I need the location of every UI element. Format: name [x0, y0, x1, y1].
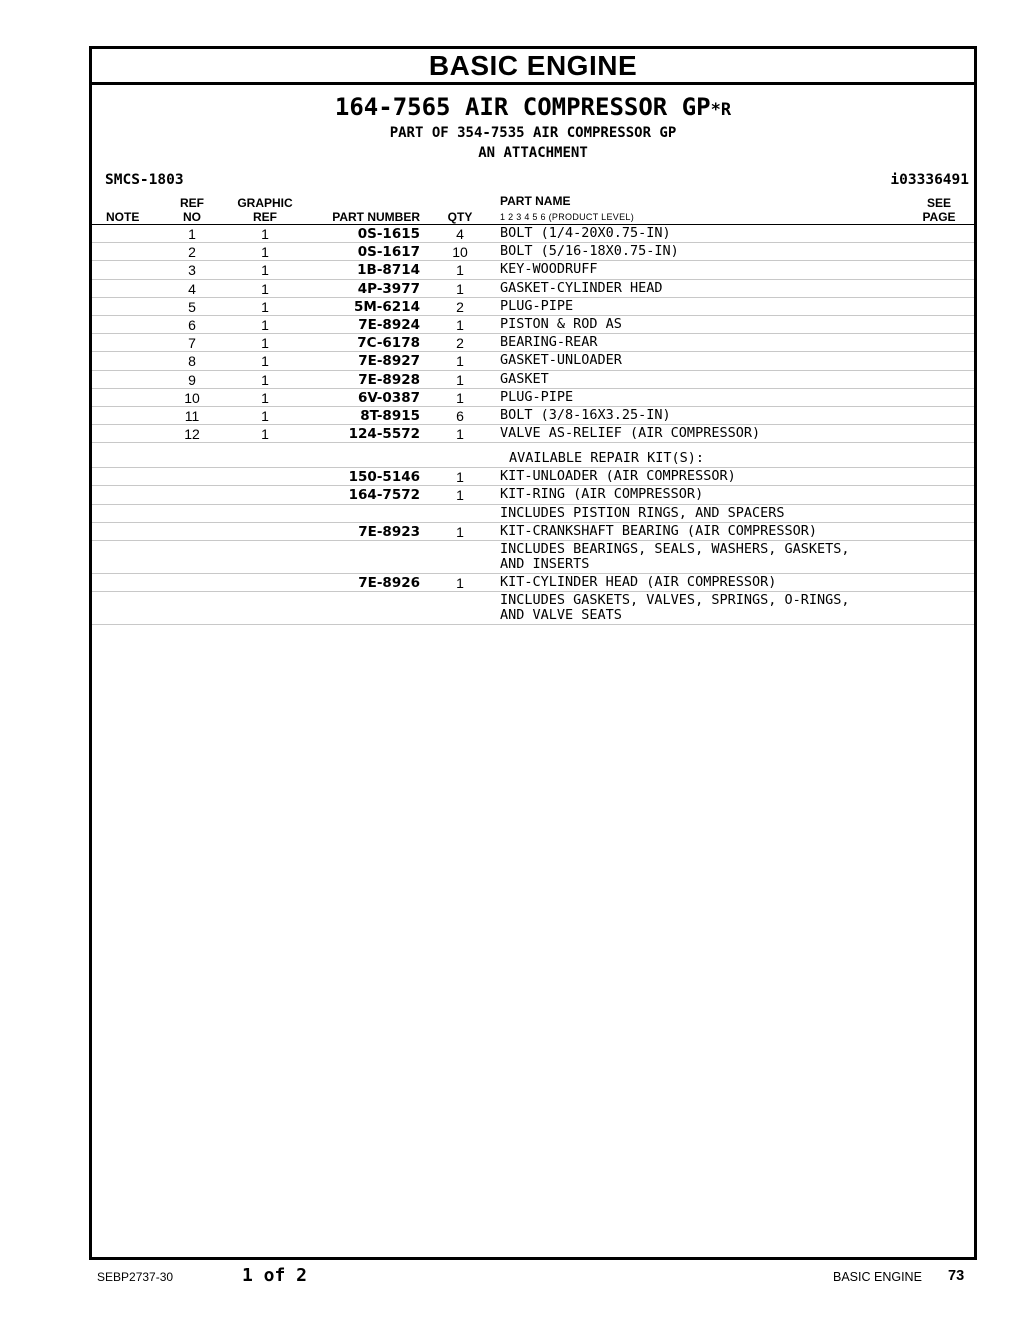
table-row — [92, 225, 974, 243]
graphic-ref: 1 — [261, 353, 269, 370]
ref-number: 11 — [184, 407, 200, 424]
quantity: 1 — [456, 487, 464, 504]
ref-number: 2 — [188, 244, 196, 261]
ref-number: 4 — [188, 280, 196, 297]
ref-number: 12 — [184, 426, 200, 443]
section-title: BASIC ENGINE — [92, 49, 974, 85]
quantity: 1 — [456, 575, 464, 591]
footer-page-number: 73 — [948, 1268, 965, 1284]
quantity: 1 — [456, 353, 464, 370]
graphic-ref: 1 — [261, 426, 269, 443]
quantity: 2 — [456, 298, 464, 315]
header-part-name: PART NAME — [500, 194, 571, 208]
footer-section: BASIC ENGINE — [833, 1270, 922, 1284]
part-number: 8T-8915 — [360, 407, 420, 424]
ref-number: 6 — [188, 316, 196, 333]
part-name: BOLT (5/16-18X0.75-IN) — [500, 243, 679, 260]
attachment-line: AN ATTACHMENT — [478, 145, 588, 161]
table-row — [92, 468, 974, 486]
header-see-bottom: PAGE — [922, 210, 956, 224]
part-number: 124-5572 — [348, 426, 420, 443]
part-name: INCLUDES BEARINGS, SEALS, WASHERS, GASKETS, AND INSERTS — [500, 541, 850, 572]
header-graphic-bottom: REF — [253, 210, 277, 224]
part-number: 7E-8926 — [358, 575, 420, 591]
quantity: 2 — [456, 335, 464, 352]
table-row — [92, 486, 974, 504]
smcs-row — [92, 170, 974, 192]
table-row — [92, 280, 974, 298]
part-number: 7E-8928 — [358, 371, 420, 388]
part-number: 4P-3977 — [357, 280, 420, 297]
group-number: 164-7565 — [334, 93, 451, 121]
table-row — [92, 505, 974, 523]
part-name: GASKET-CYLINDER HEAD — [500, 279, 663, 296]
graphic-ref: 1 — [261, 371, 269, 388]
ref-number: 7 — [188, 335, 196, 352]
footer-page-of: 1 of 2 — [242, 1265, 308, 1286]
smcs-code: SMCS-1803 — [105, 172, 184, 188]
footer-doc-number: SEBP2737-30 — [97, 1270, 174, 1284]
part-number: 150-5146 — [348, 469, 420, 486]
part-name: BOLT (1/4-20X0.75-IN) — [500, 225, 671, 241]
graphic-ref: 1 — [261, 389, 269, 406]
column-headers — [92, 192, 974, 225]
table-row — [92, 523, 974, 541]
part-number: 7E-8924 — [358, 316, 420, 333]
header-note: NOTE — [106, 210, 140, 224]
table-row — [92, 298, 974, 316]
ref-number: 5 — [188, 298, 196, 315]
table-row — [92, 407, 974, 425]
ref-number: 1 — [188, 226, 196, 242]
header-ref-bottom: NO — [183, 210, 201, 224]
quantity: 6 — [456, 407, 464, 424]
table-row — [92, 574, 974, 592]
ref-number: 10 — [184, 389, 200, 406]
part-name: KIT-UNLOADER (AIR COMPRESSOR) — [500, 468, 736, 485]
quantity: 10 — [452, 244, 468, 261]
table-row — [92, 243, 974, 261]
graphic-ref: 1 — [261, 335, 269, 352]
table-row — [92, 316, 974, 334]
part-name: KEY-WOODRUFF — [500, 261, 598, 278]
group-name: AIR COMPRESSOR GP — [464, 93, 711, 121]
table-row — [92, 334, 974, 352]
quantity: 1 — [456, 469, 464, 486]
header-part-number: PART NUMBER — [332, 210, 420, 224]
parts-list — [92, 225, 974, 625]
part-number: 7C-6178 — [357, 335, 420, 352]
part-number: 5M-6214 — [353, 298, 420, 315]
graphic-ref: 1 — [261, 226, 269, 242]
group-title — [92, 94, 974, 123]
table-row — [92, 352, 974, 370]
header-ref-top: REF — [180, 196, 204, 210]
quantity: 1 — [456, 389, 464, 406]
graphic-ref: 1 — [261, 407, 269, 424]
quantity: 1 — [456, 316, 464, 333]
part-name: KIT-CRANKSHAFT BEARING (AIR COMPRESSOR) — [500, 522, 817, 539]
part-number: 7E-8927 — [358, 353, 420, 370]
graphic-ref: 1 — [261, 316, 269, 333]
part-number: 0S-1617 — [357, 244, 420, 261]
part-name: GASKET — [500, 370, 549, 387]
header-product-levels: 1 2 3 4 5 6 (PRODUCT LEVEL) — [500, 212, 634, 222]
quantity: 1 — [456, 371, 464, 388]
part-number: 0S-1615 — [357, 226, 420, 242]
quantity: 1 — [456, 426, 464, 443]
graphic-ref: 1 — [261, 298, 269, 315]
part-name: PLUG-PIPE — [500, 388, 574, 405]
ref-number: 8 — [188, 353, 196, 370]
quantity: 1 — [456, 280, 464, 297]
part-number: 1B-8714 — [357, 262, 420, 279]
table-row — [92, 425, 974, 443]
header-graphic-top: GRAPHIC — [237, 196, 293, 210]
part-number: 164-7572 — [348, 487, 420, 504]
table-row — [92, 371, 974, 389]
ref-number: 9 — [188, 371, 196, 388]
table-row — [92, 592, 974, 625]
part-name: KIT-RING (AIR COMPRESSOR) — [500, 486, 704, 503]
table-row — [92, 541, 974, 574]
table-row — [92, 389, 974, 407]
part-name: PISTON & ROD AS — [500, 315, 622, 332]
part-name: BOLT (3/8-16X3.25-IN) — [500, 406, 671, 423]
parts-page-frame — [89, 46, 977, 1260]
part-name: GASKET-UNLOADER — [500, 352, 622, 369]
table-row — [92, 443, 974, 468]
graphic-ref: 1 — [261, 280, 269, 297]
graphic-ref: 1 — [261, 244, 269, 261]
group-suffix: *R — [710, 100, 732, 120]
part-name: BEARING-REAR — [500, 334, 598, 351]
quantity: 1 — [456, 262, 464, 279]
table-row — [92, 261, 974, 279]
part-of-line: PART OF 354-7535 AIR COMPRESSOR GP — [389, 125, 677, 141]
quantity: 4 — [456, 226, 464, 242]
ref-number: 3 — [188, 262, 196, 279]
part-name: INCLUDES GASKETS, VALVES, SPRINGS, O-RINGS, AND VALVE SEATS — [500, 592, 850, 624]
quantity: 1 — [456, 523, 464, 540]
graphic-ref: 1 — [261, 262, 269, 279]
page-footer — [0, 1262, 1020, 1292]
part-name: AVAILABLE REPAIR KIT(S): — [509, 450, 705, 467]
part-name: INCLUDES PISTION RINGS, AND SPACERS — [500, 504, 785, 521]
part-name: PLUG-PIPE — [500, 297, 574, 314]
part-name: KIT-CYLINDER HEAD (AIR COMPRESSOR) — [500, 574, 777, 590]
document-identifier: i03336491 — [890, 172, 969, 188]
header-see-top: SEE — [926, 196, 951, 210]
part-name: VALVE AS-RELIEF (AIR COMPRESSOR) — [500, 425, 761, 442]
part-number: 7E-8923 — [358, 523, 420, 540]
header-qty: QTY — [447, 210, 473, 224]
part-number: 6V-0387 — [357, 389, 420, 406]
